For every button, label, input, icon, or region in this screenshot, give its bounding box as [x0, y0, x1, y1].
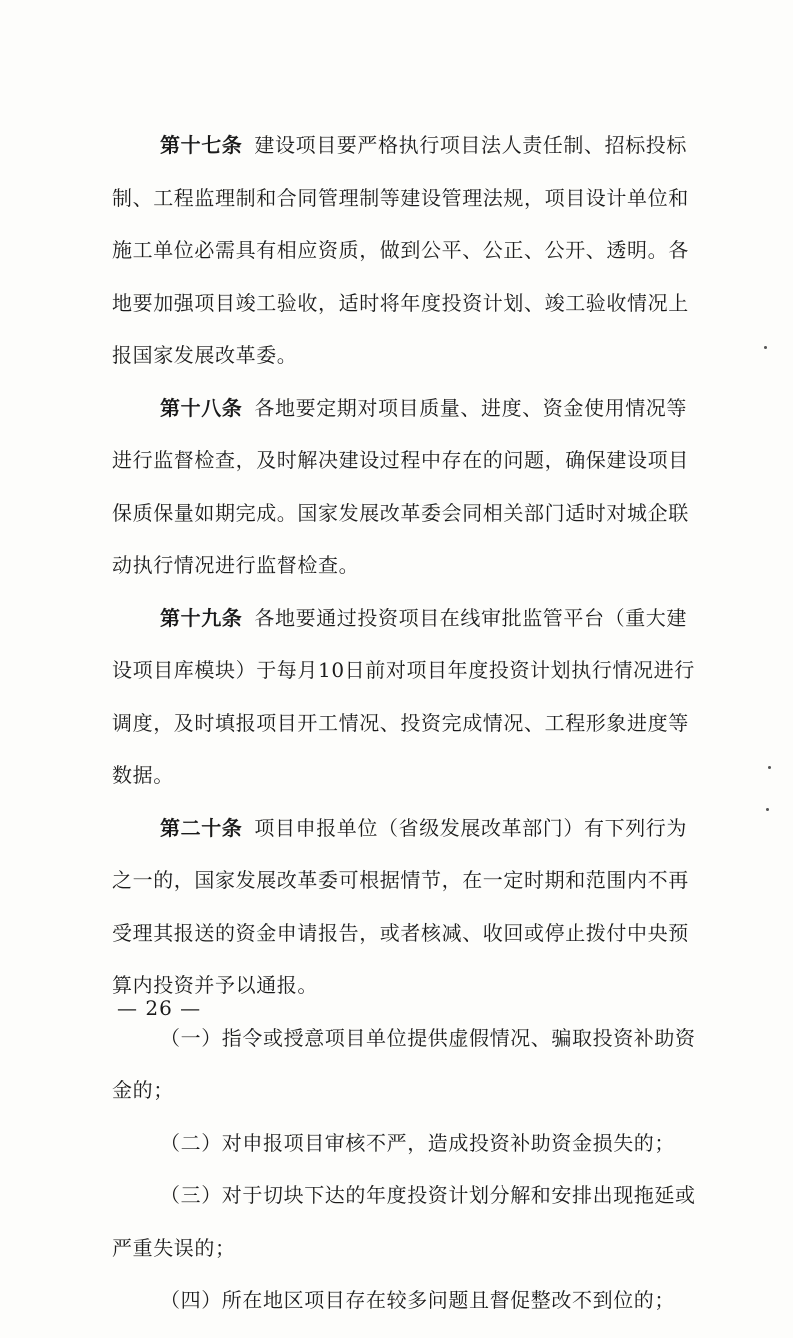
article-18-line-3: 保质保量如期完成。国家发展改革委会同相关部门适时对城企联 — [112, 500, 689, 525]
article-19-line-3: 调度，及时填报项目开工情况、投资完成情况、工程形象进度等 — [112, 710, 689, 735]
article-19-line-4: 数据。 — [112, 763, 174, 787]
article-17-line-5: 报国家发展改革委。 — [112, 343, 298, 367]
article-17-line-4: 地要加强项目竣工验收，适时将年度投资计划、竣工验收情况上 — [112, 290, 689, 315]
item-2: （二）对申报项目审核不严，造成投资补助资金损失的； — [160, 1130, 675, 1155]
item-3-line-2: 严重失误的； — [112, 1235, 236, 1260]
item-1-line-2: 金的； — [112, 1078, 174, 1102]
article-18-label: 第十八条 — [160, 395, 243, 420]
item-1-line-1: （一）指令或授意项目单位提供虚假情况、骗取投资补助资 — [160, 1025, 696, 1050]
scan-speck — [764, 346, 767, 349]
article-17-label: 第十七条 — [160, 133, 243, 157]
article-18-line-2: 进行监督检查，及时解决建设过程中存在的问题，确保建设项目 — [112, 448, 689, 472]
article-17-line-3: 施工单位必需具有相应资质，做到公平、公正、公开、透明。各 — [112, 238, 689, 262]
article-17-line-2: 制、工程监理制和合同管理制等建设管理法规，项目设计单位和 — [112, 185, 689, 210]
scan-speck — [768, 766, 771, 769]
article-20-line-1: 第二十条 项目申报单位（省级发展改革部门）有下列行为 — [160, 815, 688, 840]
document-body — [112, 130, 696, 1338]
article-20-label: 第二十条 — [160, 815, 243, 840]
item-4: （四）所在地区项目存在较多问题且督促整改不到位的； — [160, 1288, 675, 1312]
item-3-line-1: （三）对于切块下达的年度投资计划分解和安排出现拖延或 — [160, 1183, 696, 1207]
article-20-line-3: 受理其报送的资金申请报告，或者核减、收回或停止拨付中央预 — [112, 920, 689, 945]
article-20-line-2: 之一的，国家发展改革委可根据情节，在一定时期和范围内不再 — [112, 868, 689, 892]
article-17-line-1: 第十七条 建设项目要严格执行项目法人责任制、招标投标 — [160, 133, 688, 157]
article-18-line-4: 动执行情况进行监督检查。 — [112, 553, 360, 577]
article-19-label: 第十九条 — [160, 605, 243, 630]
article-19-line-2: 设项目库模块）于每月10日前对项目年度投资计划执行情况进行 — [112, 658, 695, 682]
article-18-line-1: 第十八条 各地要定期对项目质量、进度、资金使用情况等 — [160, 395, 688, 420]
page-number: — 26 — — [117, 996, 202, 1020]
scan-speck — [766, 808, 769, 811]
article-19-line-1: 第十九条 各地要通过投资项目在线审批监管平台（重大建 — [160, 605, 688, 630]
article-20-line-4: 算内投资并予以通报。 — [112, 973, 318, 997]
